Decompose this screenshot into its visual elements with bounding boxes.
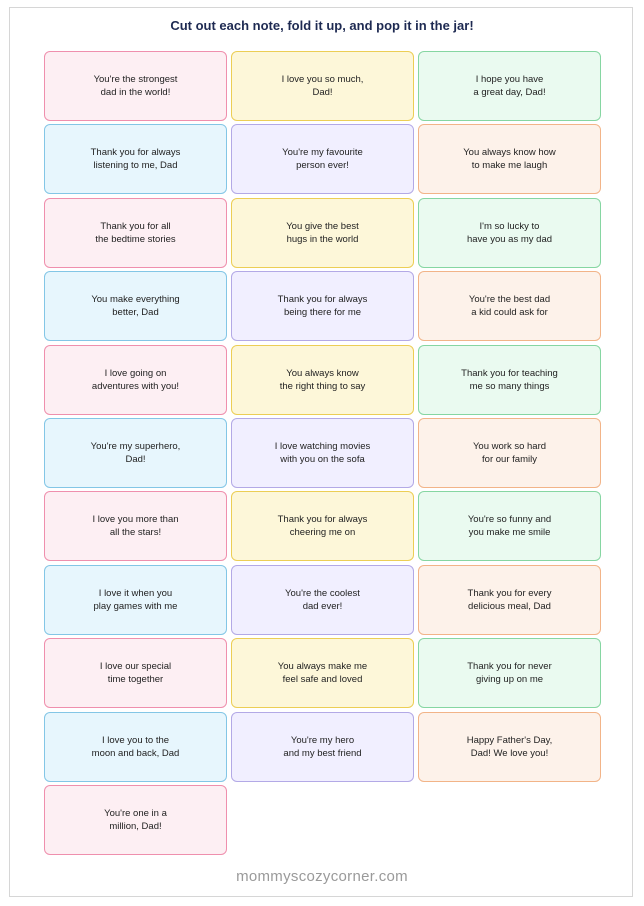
note-card (44, 271, 227, 341)
note-text-line-2: the right thing to say (279, 380, 366, 392)
note-text-line-1: You always know how (463, 147, 556, 159)
note-text-line-1: Thank you for always (277, 294, 368, 306)
note-card (418, 638, 601, 708)
note-text-line-2: Dad! (125, 453, 146, 465)
note-text-line-2: Dad! We love you! (470, 747, 549, 759)
note-text-line-2: all the stars! (109, 527, 162, 539)
note-text-line-2: million, Dad! (109, 820, 162, 832)
note-text-line-2: the bedtime stories (95, 233, 176, 245)
note-card (231, 491, 414, 561)
note-text-line-1: You're the coolest (285, 587, 360, 599)
note-text-line-2: moon and back, Dad (91, 747, 180, 759)
instructions-heading: Cut out each note, fold it up, and pop it in the jar! (170, 18, 474, 33)
note-text-line-2: with you on the sofa (280, 453, 365, 465)
note-card (231, 198, 414, 268)
note-text-line-2: a kid could ask for (471, 307, 548, 319)
note-card (231, 565, 414, 635)
note-text-line-2: giving up on me (475, 674, 544, 686)
note-card (44, 418, 227, 488)
note-card (418, 271, 601, 341)
note-card (231, 712, 414, 782)
note-text-line-2: and my best friend (283, 747, 362, 759)
note-text-line-2: me so many things (469, 380, 550, 392)
note-card (44, 345, 227, 415)
note-text-line-1: I love you to the (101, 734, 170, 746)
note-text-line-2: listening to me, Dad (93, 160, 178, 172)
note-text-line-1: You always make me (277, 661, 368, 673)
note-card (231, 51, 414, 121)
note-card (44, 712, 227, 782)
note-text-line-2: for our family (482, 453, 537, 465)
note-text-line-1: You're my superhero, (90, 440, 181, 452)
note-card (44, 491, 227, 561)
note-text-line-1: You work so hard (472, 440, 547, 452)
note-card (418, 491, 601, 561)
note-card (44, 785, 227, 855)
note-text-line-2: cheering me on (289, 527, 356, 539)
note-card (231, 345, 414, 415)
note-text-line-1: Thank you for always (277, 514, 368, 526)
note-text-line-2: delicious meal, Dad (468, 600, 551, 612)
site-footer: mommyscozycorner.com (236, 868, 408, 885)
note-text-line-1: You always know (286, 367, 359, 379)
note-card (44, 638, 227, 708)
note-text-line-1: Thank you for every (467, 587, 552, 599)
note-text-line-1: Happy Father's Day, (466, 734, 553, 746)
note-card (418, 124, 601, 194)
note-card (44, 124, 227, 194)
note-text-line-2: adventures with you! (91, 380, 180, 392)
note-text-line-2: time together (107, 674, 164, 686)
note-text-line-2: you make me smile (468, 527, 551, 539)
note-text-line-1: Thank you for all (100, 220, 171, 232)
note-text-line-2: hugs in the world (286, 233, 359, 245)
note-text-line-2: Dad! (312, 87, 333, 98)
note-text-line-1: I love you so much, (281, 74, 364, 85)
note-card (231, 271, 414, 341)
note-text-line-1: I'm so lucky to (479, 220, 540, 232)
note-card (44, 51, 227, 121)
note-text-line-1: You're my hero (290, 734, 355, 746)
note-text-line-2: feel safe and loved (282, 674, 363, 686)
note-card (418, 418, 601, 488)
note-card (418, 198, 601, 268)
note-card (44, 565, 227, 635)
note-text-line-2: dad in the world! (100, 87, 171, 98)
note-text-line-1: You give the best (286, 220, 359, 232)
note-text-line-2: dad ever! (302, 600, 343, 612)
note-text-line-1: I love it when you (98, 587, 173, 599)
note-card (418, 51, 601, 121)
note-text-line-1: You make everything (91, 294, 180, 306)
note-card (231, 638, 414, 708)
note-card (231, 418, 414, 488)
note-text-line-2: to make me laugh (471, 160, 548, 172)
note-text-line-2: a great day, Dad! (473, 87, 546, 98)
note-card (418, 712, 601, 782)
note-card (418, 345, 601, 415)
notes-grid (44, 51, 601, 855)
note-text-line-1: I love our special (99, 661, 172, 673)
note-card (231, 124, 414, 194)
note-text-line-1: Thank you for always (90, 147, 181, 159)
note-text-line-1: I love you more than (92, 514, 179, 526)
note-text-line-1: You're one in a (104, 807, 167, 819)
note-text-line-2: play games with me (93, 600, 178, 612)
note-text-line-1: I love watching movies (274, 440, 371, 452)
note-card (418, 565, 601, 635)
note-card (44, 198, 227, 268)
note-text-line-2: person ever! (296, 160, 349, 172)
note-text-line-2: being there for me (283, 307, 362, 319)
note-text-line-1: You're the best dad (468, 294, 551, 306)
note-text-line-2: have you as my dad (466, 233, 553, 245)
note-text-line-1: I hope you have (475, 74, 544, 85)
note-text-line-2: better, Dad (112, 307, 159, 319)
note-text-line-1: Thank you for teaching (461, 367, 558, 379)
note-text-line-1: You're the strongest (93, 74, 178, 85)
note-text-line-1: You're so funny and (467, 514, 552, 526)
note-text-line-1: I love going on (104, 367, 167, 379)
note-text-line-1: Thank you for never (467, 661, 552, 673)
note-text-line-1: You're my favourite (282, 147, 363, 159)
